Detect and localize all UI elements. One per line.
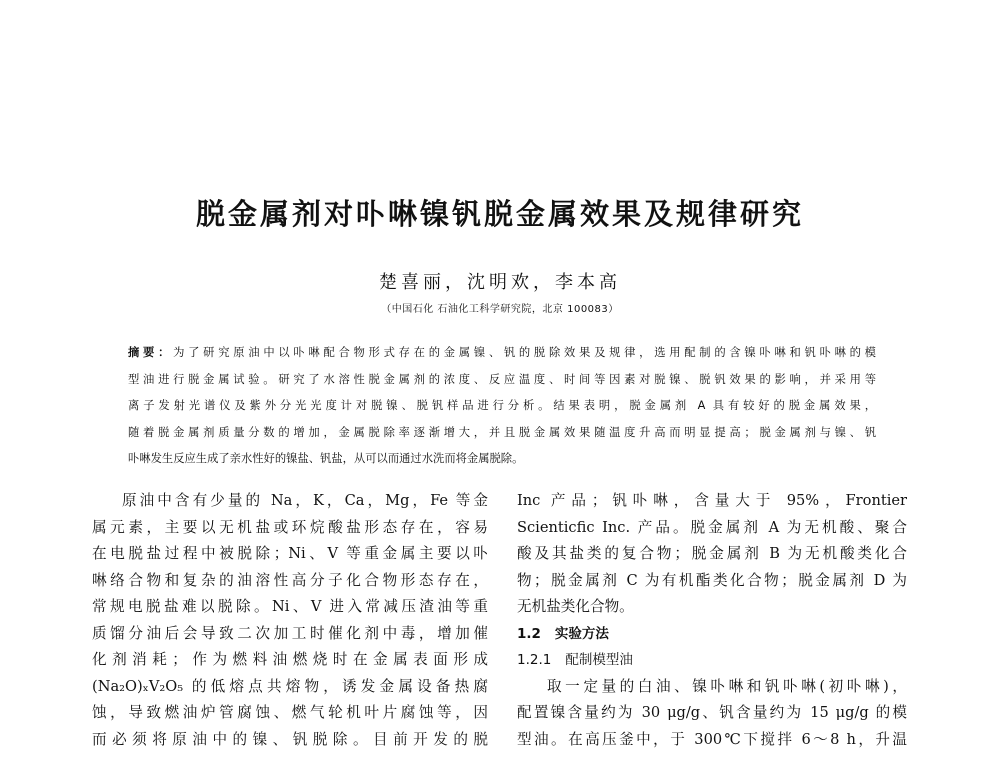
affiliation: （中国石化 石油化工科学研究院，北京 100083） [381,304,619,315]
section-title: 实验方法 [554,625,609,642]
body-line: 取一定量的白油、镍卟啉和钒卟啉(初卟啉)， [547,677,907,695]
abstract-line: 随着脱金属剂质量分数的增加，金属脱除率逐渐增大，并且脱金属效果随温度升高而明显提高；脱金属剂与镍、钒 [128,425,876,439]
body-line: 原油中含有少量的 Na，K，Ca，Mg，Fe 等金 [122,492,488,509]
body-line: 质馏分油后会导致二次加工时催化剂中毒，增加催 [92,624,488,642]
abstract-line: 型油进行脱金属试验。研究了水溶性脱金属剂的浓度、反应温度、时间等因素对脱镍、脱钒效果的影响，并采用等 [128,372,876,386]
body-right-column [517,488,907,753]
subsection-heading [517,647,907,674]
abstract-block [128,341,876,474]
subsection-title: 配制模型油 [565,652,633,668]
body-line: 化剂消耗；作为燃料油燃烧时在金属表面形成 [92,651,488,668]
abstract-line: 离子发射光谱仪及紫外分光光度计对脱镍、脱钒样品进行分析。结果表明，脱金属剂 A 具有较好的脱金属效果， [128,399,876,412]
section-heading [517,621,907,648]
body-left-column [92,488,488,753]
body-line: 配置镍含量约为 30 μg/g、钒含量约为 15 μg/g 的模 [517,704,907,721]
author-list: 楚喜丽，沈明欢，李本高 [379,272,621,293]
body-line: (Na₂O)ₓV₂O₅ 的低熔点共熔物，诱发金属设备热腐 [92,677,488,695]
body-line: Scienticfic Inc. 产品。脱金属剂 A 为无机酸、聚合 [517,518,907,536]
abstract-line [128,341,876,368]
body-line: 在电脱盐过程中被脱除；Ni、V 等重金属主要以卟 [92,545,488,562]
body-line: 属元素，主要以无机盐或环烷酸盐形态存在，容易 [92,518,488,536]
section-number: 1.2 [517,625,541,642]
subsection-number: 1.2.1 [517,652,552,668]
paper-title: 脱金属剂对卟啉镍钒脱金属效果及规律研究 [195,197,804,231]
abstract-line: 卟啉发生反应生成了亲水性好的镍盐、钒盐，从可以而通过水洗而将金属脱除。 [128,452,524,465]
body-line: 常规电脱盐难以脱除。Ni、V 进入常减压渣油等重 [92,598,488,615]
body-line: Inc 产品；钒卟啉，含量大于 95%，Frontier [517,492,907,509]
body-line: 而必须将原油中的镍、钒脱除。目前开发的脱 [92,730,488,748]
body-line: 蚀，导致燃油炉管腐蚀、燃气轮机叶片腐蚀等，因 [92,704,488,721]
body-line: 型油。在高压釜中，于 300℃下搅拌 6～8 h，升温 [517,730,907,748]
body-line: 物；脱金属剂 C 为有机酯类化合物；脱金属剂 D 为 [517,571,907,589]
abstract-label: 摘要： [128,346,174,359]
body-line: 啉络合物和复杂的油溶性高分子化合物形态存在， [92,571,488,589]
body-line: 无机盐类化合物。 [517,598,634,615]
abstract-text: 为了研究原油中以卟啉配合物形式存在的金属镍、钒的脱除效果及规律，选用配制的含镍卟啉和钒卟啉的模 [173,346,876,359]
body-line: 酸及其盐类的复合物；脱金属剂 B 为无机酸类化合 [517,545,907,562]
